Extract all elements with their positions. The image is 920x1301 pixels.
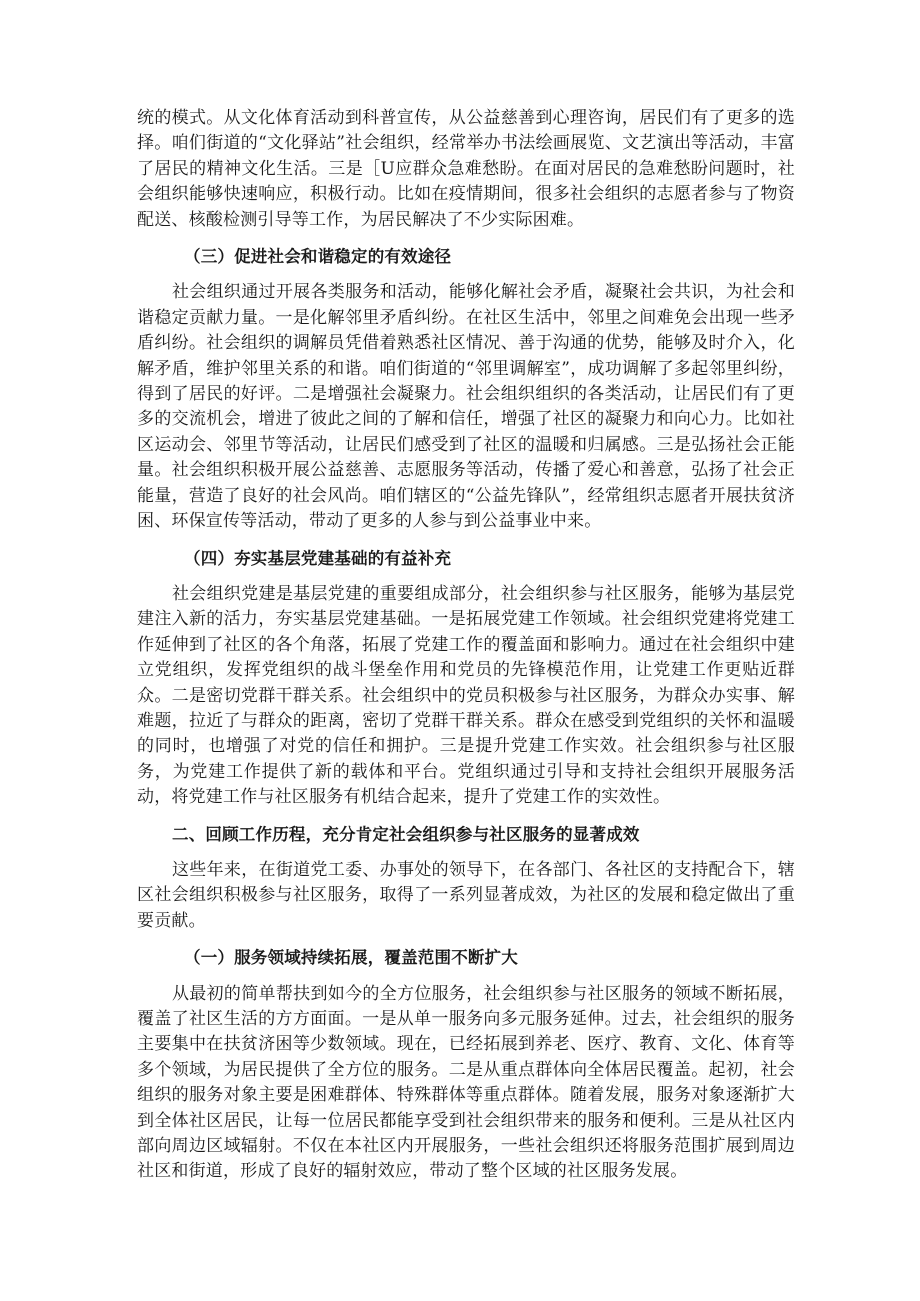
paragraph-social-harmony: 社会组织通过开展各类服务和活动，能够化解社会矛盾，凝聚社会共识，为社会和谐稳定贡献力量。一是化解邻里矛盾纠纷。在社区生活中，邻里之间难免会出现一些矛盾纠纷。社会组织的调解员凭借着熟悉社区情况、善于沟通的优势，能够及时介入，化解矛盾，维护邻里关系的和谐。咱们街道的“邻里调解室”，成功调解了多起邻里纠纷，得到了居民的好评。二是增强社会凝聚力。社会组织组织的各类活动，让居民们有了更多的交流机会，增进了彼此之间的了解和信任，增强了社区的凝聚力和向心力。比如社区运动会、邻里节等活动，让居民们感受到了社区的温暖和归属感。三是弘扬社会正能量。社会组织积极开展公益慈善、志愿服务等活动，传播了爱心和善意，弘扬了社会正能量，营造了良好的社会风尚。咱们辖区的“公益先锋队”，经常组织志愿者开展扶贫济困、环保宣传等活动，带动了更多的人参与到公益事业中来。	[137, 282, 795, 532]
section-heading-1: （一）服务领域持续拓展，覆盖范围不断扩大	[184, 948, 518, 968]
paragraph-service-expansion: 从最初的简单帮扶到如今的全方位服务，社会组织参与社区服务的领域不断拓展，覆盖了社区生活的方方面面。一是从单一服务向多元服务延伸。过去，社会组织的服务主要集中在扶贫济困等少数领域。现在，已经拓展到养老、医疗、教育、文化、体育等多个领域，为居民提供了全方位的服务。二是从重点群体向全体居民覆盖。起初，社会组织的服务对象主要是困难群体、特殊群体等重点群体。随着发展，服务对象逐渐扩大到全体社区居民，让每一位居民都能享受到社会组织带来的服务和便利。三是从社区内部向周边区域辐射。不仅在本社区内开展服务，一些社会组织还将服务范围扩展到周边社区和街道，形成了良好的辐射效应，带动了整个区域的社区服务发展。	[137, 983, 795, 1182]
paragraph-party-building: 社会组织党建是基层党建的重要组成部分，社会组织参与社区服务，能够为基层党建注入新的活力，夯实基层党建基础。一是拓展党建工作领域。社会组织党建将党建工作延伸到了社区的各个角落，拓展了党建工作的覆盖面和影响力。通过在社会组织中建立党组织，发挥党组织的战斗堡垒作用和党员的先锋模范作用，让党建工作更贴近群众。二是密切党群干群关系。社会组织中的党员积极参与社区服务，为群众办实事、解难题，拉近了与群众的距离，密切了党群干群关系。群众在感受到党组织的关怀和温暖的同时，也增强了对党的信任和拥护。三是提升党建工作实效。社会组织参与社区服务，为党建工作提供了新的载体和平台。党组织通过引导和支持社会组织开展服务活动，将党建工作与社区服务有机结合起来，提升了党建工作的实效性。	[137, 583, 795, 808]
document-page	[137, 106, 795, 1196]
chapter-heading-2: 二、回顾工作历程，充分肯定社会组织参与社区服务的显著成效	[172, 824, 640, 844]
paragraph-continued: 统的模式。从文化体育活动到科普宣传，从公益慈善到心理咨询，居民们有了更多的选择。咱们街道的“文化驿站”社会组织，经常举办书法绘画展览、文艺演出等活动，丰富了居民的精神文化生活。三是［U应群众急难愁盼。在面对居民的急难愁盼问题时，社会组织能够快速响应，积极行动。比如在疫情期间，很多社会组织的志愿者参与了物资配送、核酸检测引导等工作，为居民解决了不少实际困难。	[137, 108, 795, 230]
paragraph-review-intro: 这些年来，在街道党工委、办事处的领导下，在各部门、各社区的支持配合下，辖区社会组织积极参与社区服务，取得了一系列显著成效，为社区的发展和稳定做出了重要贡献。	[137, 859, 795, 931]
section-heading-4: （四）夯实基层党建基础的有益补充	[184, 548, 452, 568]
section-heading-3: （三）促进社会和谐稳定的有效途径	[184, 247, 452, 267]
